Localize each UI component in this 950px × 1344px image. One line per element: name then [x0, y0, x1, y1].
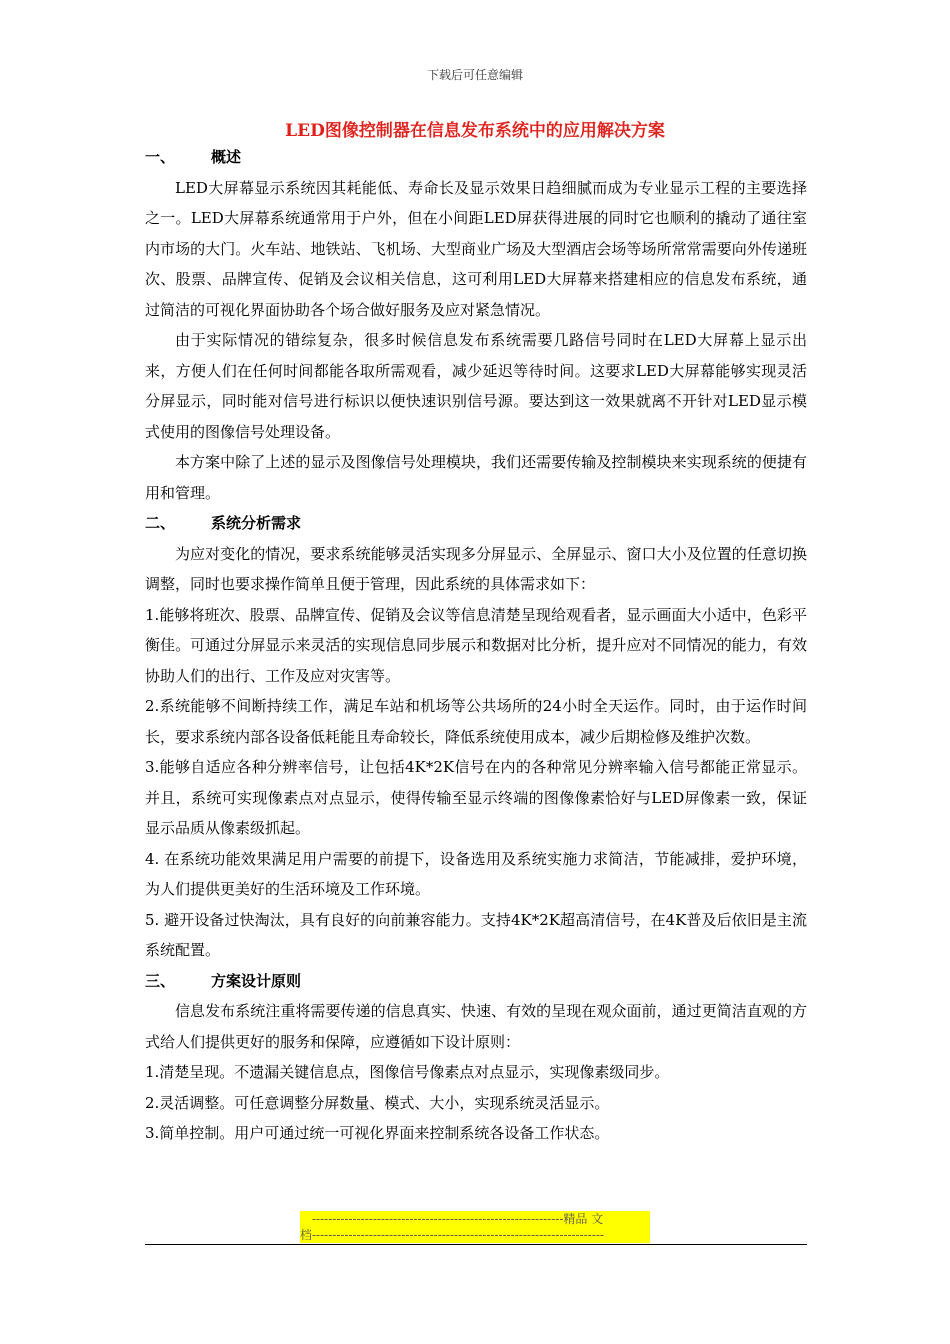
list-item: 2.系统能够不间断持续工作，满足车站和机场等公共场所的24小时全天运作。同时，由于运作时间长，要求系统内部各设备低耗能且寿命较长，降低系统使用成本，减少后期检修及维护次数。	[145, 697, 807, 746]
section-number: 三、	[145, 971, 176, 990]
list-item: 4. 在系统功能效果满足用户需要的前提下，设备选用及系统实施力求简洁，节能减排，爱护环境，为人们提供更美好的生活环境及工作环境。	[145, 849, 807, 898]
list-item: 3.简单控制。用户可通过统一可视化界面来控制系统各设备工作状态。	[145, 1124, 610, 1142]
footer-line: --------------------------------------------------------------精品 文	[300, 1211, 650, 1227]
list-item: 1.清楚呈现。不遗漏关键信息点，图像信号像素点对点显示，实现像素级同步。	[145, 1063, 670, 1081]
list-item: 1.能够将班次、股票、品牌宣传、促销及会议等信息清楚呈现给观看者，显示画面大小适中，色彩平衡佳。可通过分屏显示来灵活的实现信息同步展示和数据对比分析，提升应对不同情况的能力，有效协助人们的出行、工作及应对灾害等。	[145, 605, 807, 685]
section-number: 一、	[145, 148, 176, 166]
list-item: 5. 避开设备过快淘汰，具有良好的向前兼容能力。支持4K*2K超高清信号，在4K普及后依旧是主流系统配置。	[145, 910, 807, 959]
header-note: 下载后可任意编辑	[426, 68, 523, 82]
paragraph: 为应对变化的情况，要求系统能够灵活实现多分屏显示、全屏显示、窗口大小及位置的任意切换调整，同时也要求操作简单且便于管理，因此系统的具体需求如下：	[145, 544, 807, 593]
paragraph: LED大屏幕显示系统因其耗能低、寿命长及显示效果日趋细腻而成为专业显示工程的主要选择之一。LED大屏幕系统通常用于户外，但在小间距LED屏获得进展的同时它也顺利的撬动了通往室内市场的大门。火车站、地铁站、飞机场、大型商业广场及大型酒店会场等场所常常需要向外传递班次、股票、品牌宣传、促销及会议相关信息，这可利用LED大屏幕来搭建相应的信息发布系统，通过简洁的可视化界面协助各个场合做好服务及应对紧急情况。	[145, 178, 807, 319]
list-item: 3.能够自适应各种分辨率信号，让包括4K*2K信号在内的各种常见分辨率输入信号都能正常显示。并且，系统可实现像素点对点显示，使得传输至显示终端的图像像素恰好与LED屏像素一致，保证显示品质从像素级抓起。	[145, 758, 807, 837]
list-item: 2.灵活调整。可任意调整分屏数量、模式、大小，实现系统灵活显示。	[145, 1093, 610, 1112]
footer-line: 档------------------------------------------------------------------------	[300, 1227, 650, 1243]
section-title: 系统分析需求	[211, 514, 302, 532]
section-heading-requirements	[145, 508, 807, 539]
document-title: LED图像控制器在信息发布系统中的应用解决方案	[285, 121, 665, 141]
section-heading-principles	[145, 966, 807, 997]
footer-divider	[145, 1244, 807, 1245]
paragraph: 由于实际情况的错综复杂，很多时候信息发布系统需要几路信号同时在LED大屏幕上显示出来，方便人们在任何时间都能各取所需观看，减少延迟等待时间。这要求LED大屏幕能够实现灵活分屏显示，同时能对信号进行标识以便快速识别信号源。要达到这一效果就离不开针对LED显示模式使用的图像信号处理设备。	[145, 331, 807, 441]
section-title: 方案设计原则	[211, 971, 302, 990]
footer-watermark	[300, 1211, 650, 1243]
paragraph: 信息发布系统注重将需要传递的信息真实、快速、有效的呈现在观众面前，通过更简洁直观的方式给人们提供更好的服务和保障，应遵循如下设计原则：	[145, 1002, 807, 1051]
section-title: 概述	[211, 148, 242, 166]
document-body	[145, 142, 807, 1149]
section-number: 二、	[145, 514, 176, 532]
section-heading-overview	[145, 142, 807, 173]
paragraph: 本方案中除了上述的显示及图像信号处理模块，我们还需要传输及控制模块来实现系统的便捷有用和管理。	[145, 453, 807, 502]
